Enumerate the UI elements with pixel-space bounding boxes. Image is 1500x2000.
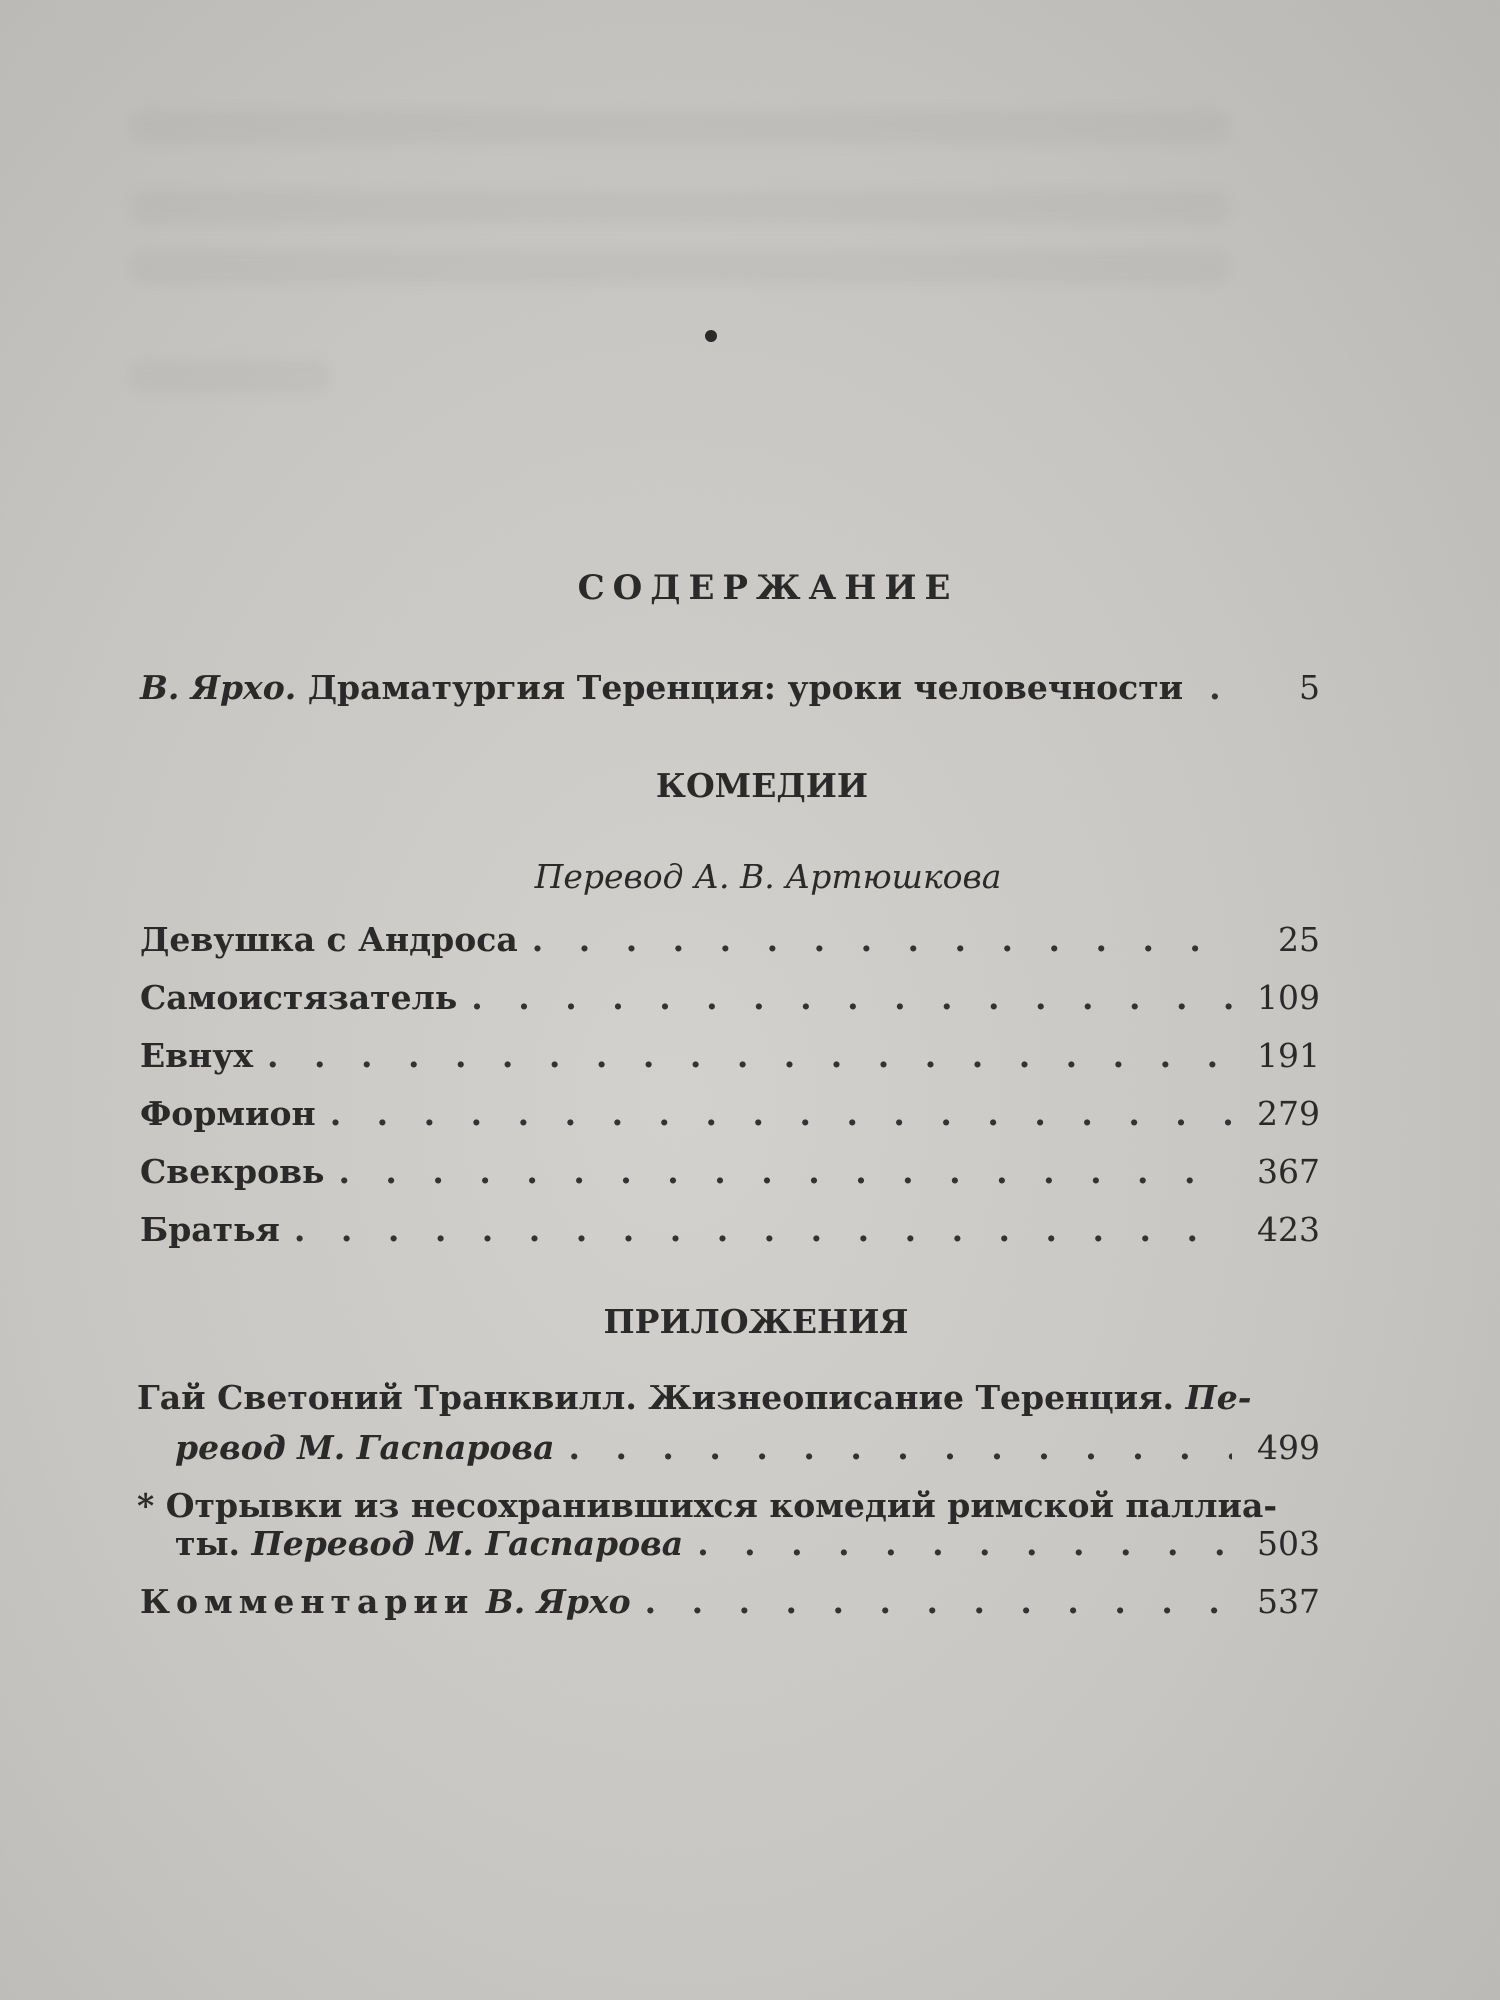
bullet-mark: * bbox=[137, 1486, 166, 1525]
dot-leader bbox=[1209, 668, 1232, 707]
dot-leader bbox=[267, 1036, 1232, 1075]
dot-leader bbox=[568, 1428, 1232, 1467]
toc-entry-intro[interactable] bbox=[140, 668, 1320, 716]
section-heading-appendix: ПРИЛОЖЕНИЯ bbox=[603, 1302, 909, 1341]
toc-entry[interactable] bbox=[140, 1210, 1320, 1258]
dot-leader bbox=[294, 1210, 1232, 1249]
page-number: 279 bbox=[1257, 1094, 1320, 1133]
page-number: 423 bbox=[1257, 1210, 1320, 1249]
entry-title: Комментарии bbox=[140, 1582, 475, 1621]
page-number: 367 bbox=[1257, 1152, 1320, 1191]
dot-leader bbox=[532, 920, 1232, 959]
appendix-entry-1[interactable] bbox=[175, 1428, 1320, 1476]
appendix-entry-2-line-1[interactable]: * Отрывки из несохранившихся комедий римской паллиа- bbox=[137, 1486, 1278, 1525]
entry-title: Евнух bbox=[140, 1036, 254, 1075]
appendix-entry-1-line-1[interactable]: Гай Светоний Транквилл. Жизнеописание Теренция. Пе- bbox=[137, 1378, 1252, 1417]
dot-leader bbox=[471, 978, 1232, 1017]
page-number: 499 bbox=[1257, 1428, 1320, 1467]
page-number: 25 bbox=[1278, 920, 1320, 959]
page-number: 503 bbox=[1257, 1524, 1320, 1563]
page-number: 537 bbox=[1257, 1582, 1320, 1621]
toc-entry[interactable] bbox=[140, 1152, 1320, 1200]
entry-title: ревод М. Гаспарова bbox=[175, 1428, 555, 1467]
page-number: 191 bbox=[1257, 1036, 1320, 1075]
toc-entry[interactable] bbox=[140, 1036, 1320, 1084]
section-heading-comedies: КОМЕДИИ bbox=[655, 766, 869, 805]
entry-title: Самоистязатель bbox=[140, 978, 458, 1017]
entry-title: Братья bbox=[140, 1210, 280, 1249]
dot-leader bbox=[645, 1582, 1232, 1621]
entry-title: Перевод М. Гаспарова bbox=[251, 1524, 684, 1563]
dot-leader bbox=[330, 1094, 1232, 1133]
entry-author: В. Ярхо bbox=[485, 1582, 631, 1621]
entry-title: Формион bbox=[140, 1094, 316, 1133]
toc-entry[interactable] bbox=[140, 978, 1320, 1026]
dot-leader bbox=[338, 1152, 1232, 1191]
toc-entry[interactable] bbox=[140, 920, 1320, 968]
toc-entry[interactable] bbox=[140, 1094, 1320, 1142]
page-number: 109 bbox=[1257, 978, 1320, 1017]
intro-author: В. Ярхо. bbox=[140, 668, 297, 707]
entry-title: Свекровь bbox=[140, 1152, 325, 1191]
appendix-entry-3[interactable] bbox=[140, 1582, 1320, 1630]
page-number: 5 bbox=[1299, 668, 1320, 707]
translator-credit: Перевод А. В. Артюшкова bbox=[534, 857, 1002, 896]
dot-leader bbox=[697, 1524, 1232, 1563]
toc-title: СОДЕРЖАНИЕ bbox=[577, 568, 959, 608]
appendix-entry-2[interactable]: ты. Перевод М. Гаспарова . . . 503 bbox=[175, 1524, 1320, 1572]
entry-title: Девушка с Андроса bbox=[140, 920, 518, 959]
intro-title: Драматургия Теренция: уроки человечности bbox=[307, 668, 1184, 707]
